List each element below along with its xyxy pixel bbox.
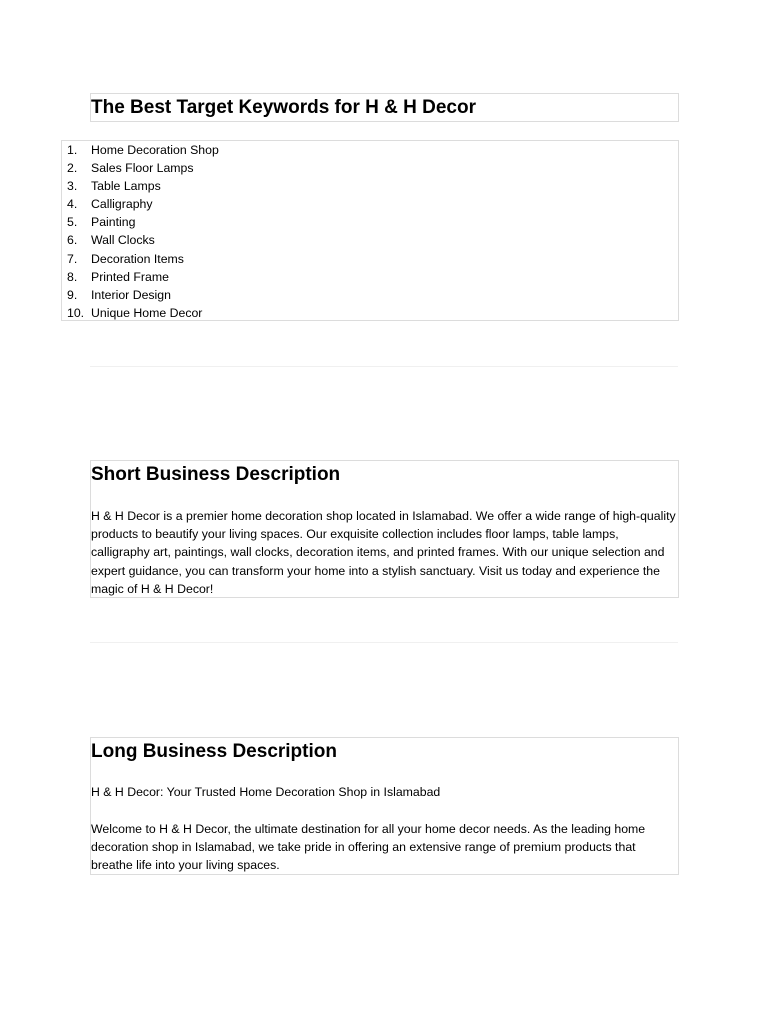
keywords-title: The Best Target Keywords for H & H Decor	[91, 97, 477, 118]
short-description-text: H & H Decor is a premier home decoration shop located in Islamabad. We offer a wide range of high-quality products to beautify your living spaces. Our exquisite collection includes floor lamps, table lamps, calligraphy art, paintings, wall clocks, decoration items, and printed frames. With our unique selection and expert guidance, you can transform your home into a stylish sanctuary. Visit us today and experience the magic of H & H Decor!	[91, 509, 676, 596]
keyword-number: 8.	[67, 269, 78, 284]
keyword-number: 1.	[67, 143, 78, 157]
long-description-subtitle: H & H Decor: Your Trusted Home Decoration Shop in Islamabad	[91, 785, 441, 799]
keyword-list-box	[61, 140, 679, 321]
long-description-intro: Welcome to H & H Decor, the ultimate destination for all your home decor needs. As the leading home decoration shop in Islamabad, we take pride in offering an extensive range of premium products that breathe life into your living spaces.	[91, 822, 646, 873]
keyword-label: Unique Home Decor	[91, 305, 203, 320]
keyword-number: 7.	[67, 251, 78, 266]
long-description-box	[90, 737, 679, 875]
keyword-label: Painting	[91, 215, 136, 230]
keyword-number: 6.	[67, 233, 78, 248]
keyword-number: 4.	[67, 197, 78, 212]
keyword-label: Table Lamps	[91, 179, 161, 194]
section-divider	[90, 366, 678, 367]
keyword-label: Sales Floor Lamps	[91, 161, 194, 176]
keyword-label: Home Decoration Shop	[91, 143, 219, 157]
keyword-number: 5.	[67, 215, 78, 230]
keyword-label: Printed Frame	[91, 269, 169, 284]
long-description-title: Long Business Description	[91, 741, 337, 762]
keyword-label: Calligraphy	[91, 197, 153, 212]
short-description-title: Short Business Description	[91, 464, 341, 485]
keyword-label: Decoration Items	[91, 251, 184, 266]
keyword-number: 9.	[67, 287, 78, 302]
keywords-title-box	[90, 93, 679, 122]
keyword-number: 10.	[67, 305, 85, 320]
keyword-label: Wall Clocks	[91, 233, 155, 248]
section-divider	[90, 642, 678, 643]
keyword-number: 3.	[67, 179, 78, 194]
keyword-label: Interior Design	[91, 287, 171, 302]
keyword-number: 2.	[67, 161, 78, 176]
short-description-box	[90, 460, 679, 598]
